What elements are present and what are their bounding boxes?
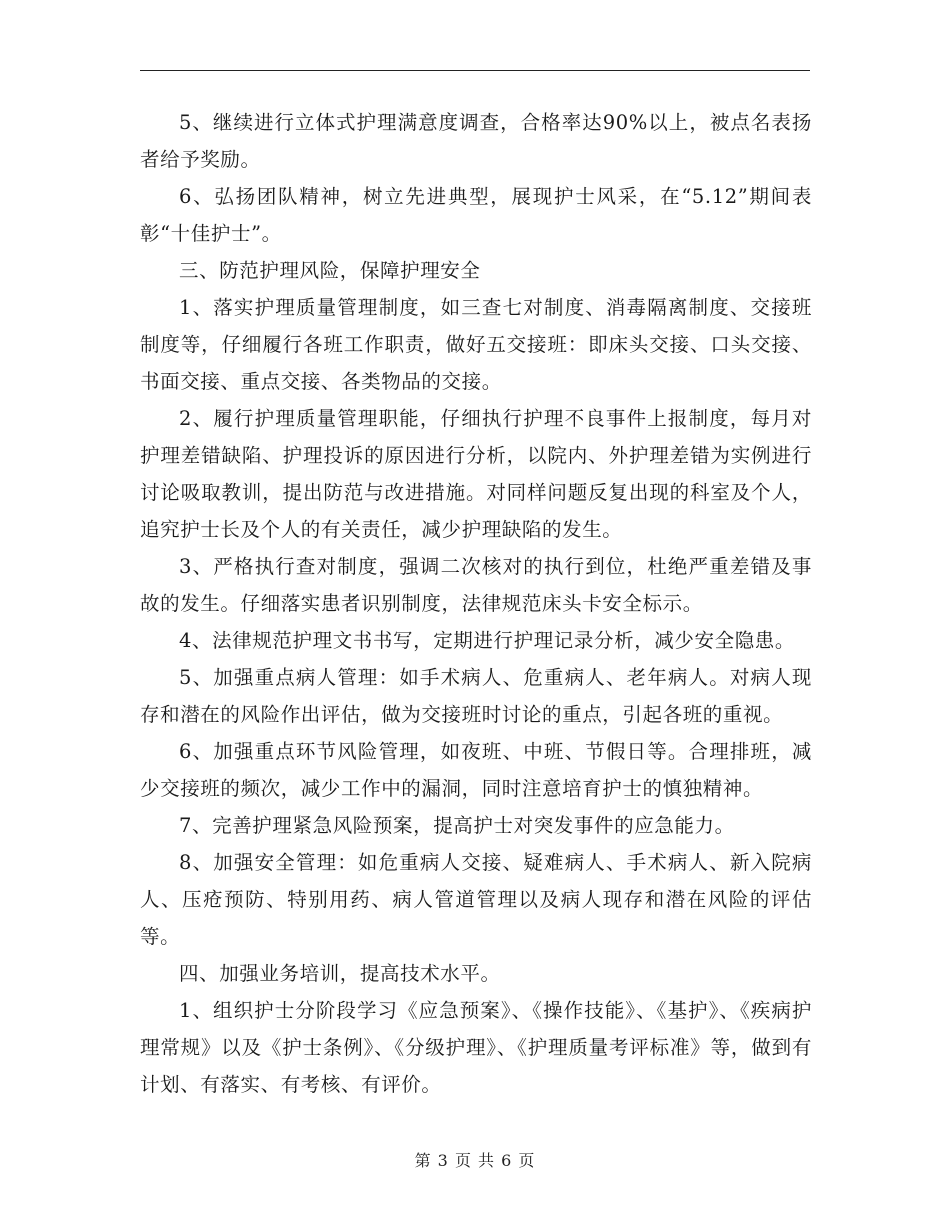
- paragraph: 7、完善护理紧急风险预案，提高护士对突发事件的应急能力。: [179, 814, 735, 837]
- paragraph: 2、履行护理质量管理职能，仔细执行护理不良事件上报制度，每月对护理差错缺陷、护理投诉的原因进行分析，以院内、外护理差错为实例进行讨论吸取教训，提出防范与改进措施。对同样问题反复出现的科室及个人，追究护士长及个人的有关责任，减少护理缺陷的发生。: [140, 407, 812, 541]
- paragraph: 1、组织护士分阶段学习《应急预案》、《操作技能》、《基护》、《疾病护理常规》以及《护士条例》、《分级护理》、《护理质量考评标准》等，做到有计划、有落实、有考核、有评价。: [140, 999, 812, 1096]
- page-number-footer: 第 3 页 共 6 页: [414, 1151, 536, 1170]
- paragraph: 8、加强安全管理：如危重病人交接、疑难病人、手术病人、新入院病人、压疮预防、特别用药、病人管道管理以及病人现存和潜在风险的评估等。: [140, 851, 812, 948]
- paragraph: 6、加强重点环节风险管理，如夜班、中班、节假日等。合理排班，减少交接班的频次，减少工作中的漏洞，同时注意培育护士的慎独精神。: [140, 740, 812, 800]
- document-body: [140, 104, 812, 1103]
- paragraph: 6、弘扬团队精神，树立先进典型，展现护士风采，在“5.12”期间表彰“十佳护士”。: [140, 185, 812, 245]
- paragraph: 3、严格执行查对制度，强调二次核对的执行到位，杜绝严重差错及事故的发生。仔细落实患者识别制度，法律规范床头卡安全标示。: [140, 555, 812, 615]
- section-heading: 三、防范护理风险，保障护理安全: [179, 259, 481, 282]
- paragraph: 5、加强重点病人管理：如手术病人、危重病人、老年病人。对病人现存和潜在的风险作出评估，做为交接班时讨论的重点，引起各班的重视。: [140, 666, 812, 726]
- paragraph: 4、法律规范护理文书书写，定期进行护理记录分析，减少安全隐患。: [179, 629, 796, 652]
- paragraph: 1、落实护理质量管理制度，如三查七对制度、消毒隔离制度、交接班制度等，仔细履行各班工作职责，做好五交接班：即床头交接、口头交接、书面交接、重点交接、各类物品的交接。: [140, 296, 812, 393]
- header-rule: [140, 70, 810, 71]
- section-heading: 四、加强业务培训，提高技术水平。: [179, 962, 501, 985]
- paragraph: 5、继续进行立体式护理满意度调查，合格率达90%以上，被点名表扬者给予奖励。: [140, 111, 812, 171]
